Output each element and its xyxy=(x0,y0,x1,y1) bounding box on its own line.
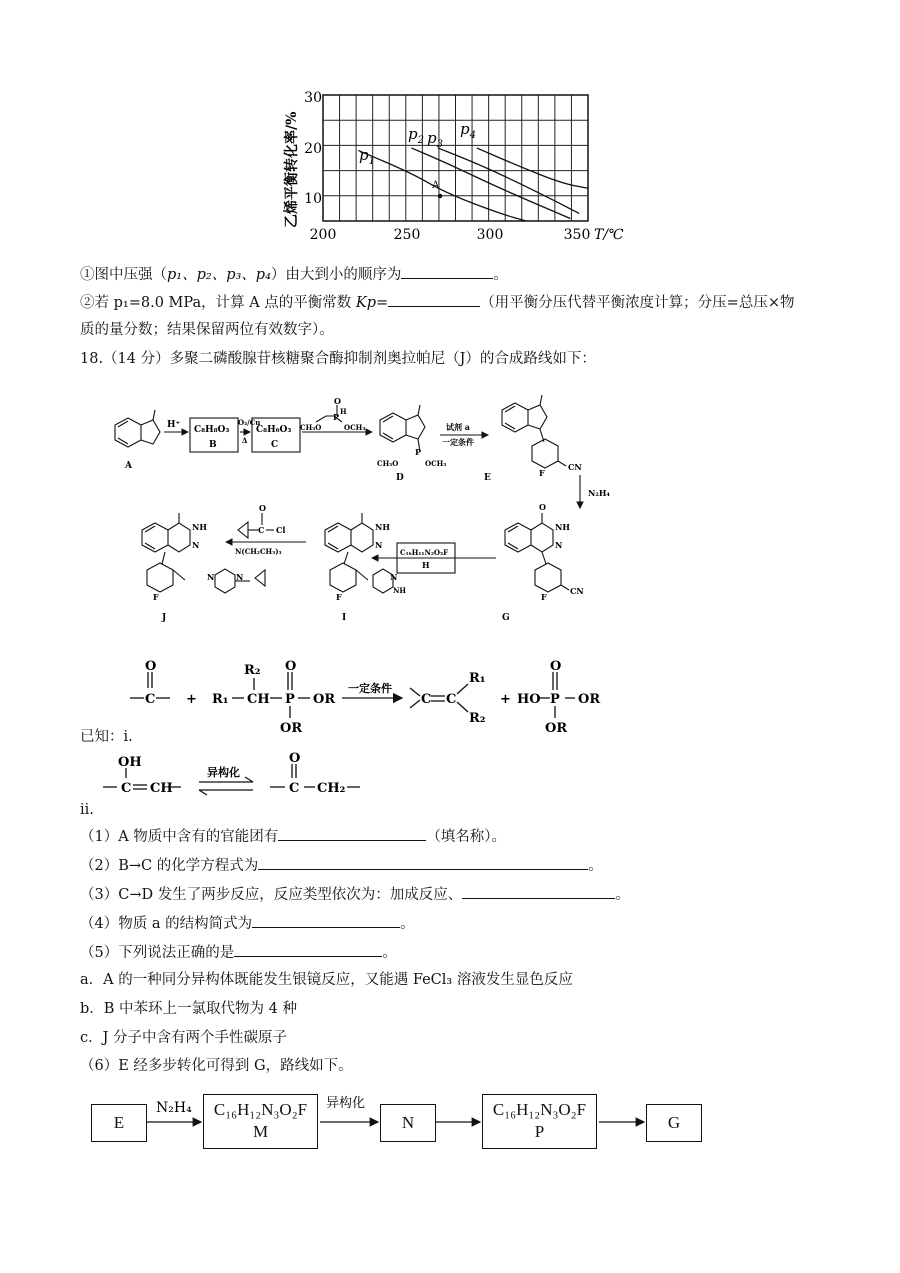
answer-blank[interactable] xyxy=(252,913,400,928)
svg-text:C₈H₆O₃: C₈H₆O₃ xyxy=(256,425,292,435)
curve-p3-label: $p_3$ xyxy=(427,129,443,150)
svg-text:H: H xyxy=(340,407,347,416)
svg-text:H: H xyxy=(422,560,430,570)
svg-text:N: N xyxy=(555,540,563,550)
svg-text:OR: OR xyxy=(545,721,568,736)
q17-line-2: ②若 p₁=8.0 MPa，计算 A 点的平衡常数 Kp= （用平衡分压代替平衡浓度计算；分压=总压×物 xyxy=(80,292,795,313)
svg-text:O: O xyxy=(550,659,562,674)
conversion-chart xyxy=(280,78,624,248)
svg-text:H⁺: H⁺ xyxy=(167,420,181,430)
curve-p1-label: $p_1$ xyxy=(359,146,375,167)
svg-text:R₁: R₁ xyxy=(469,671,486,686)
route-reagent-n2h4: N₂H₄ xyxy=(156,1100,192,1116)
structure-a xyxy=(115,410,160,447)
svg-text:NH: NH xyxy=(393,586,407,595)
svg-text:+: + xyxy=(186,692,197,707)
svg-text:C₈H₈O₃: C₈H₈O₃ xyxy=(194,425,230,435)
svg-text:F: F xyxy=(541,592,547,602)
route-arrows xyxy=(0,1085,900,1145)
route-box-g: G xyxy=(646,1104,702,1142)
svg-text:O: O xyxy=(334,396,341,406)
svg-text:O: O xyxy=(539,502,546,512)
x-tick-labels xyxy=(310,227,591,243)
x-axis-label: T/℃ xyxy=(594,227,624,243)
option-a: a．A 的一种同分异构体既能发生银镜反应，又能遇 FeCl₃ 溶液发生显色反应 xyxy=(80,972,573,988)
route-box-n: N xyxy=(380,1104,436,1142)
structure-e xyxy=(502,395,566,468)
question-5: （5）下列说法正确的是 。 xyxy=(80,942,397,963)
svg-text:200: 200 xyxy=(309,227,337,243)
structure-acyl-chloride xyxy=(238,513,274,538)
svg-text:+: + xyxy=(500,692,511,707)
y-tick-labels xyxy=(304,90,322,207)
question-1: （1）A 物质中含有的官能团有 （填名称）。 xyxy=(80,826,506,847)
svg-text:B: B xyxy=(209,440,217,450)
svg-text:Cl: Cl xyxy=(276,525,286,535)
svg-text:D: D xyxy=(396,473,404,483)
svg-text:CH: CH xyxy=(150,781,173,796)
svg-text:HO: HO xyxy=(517,692,541,707)
svg-text:C: C xyxy=(421,692,432,707)
svg-text:P: P xyxy=(333,412,340,422)
svg-text:300: 300 xyxy=(476,227,504,243)
svg-text:P: P xyxy=(550,692,560,707)
svg-text:NH: NH xyxy=(555,522,570,532)
q17-line-3: 质的量分数；结果保留两位有效数字）。 xyxy=(80,322,334,338)
svg-text:C: C xyxy=(446,692,457,707)
known-reaction-2 xyxy=(95,752,395,802)
q17-line-1: ①图中压强（p₁、p₂、p₃、p₄）由大到小的顺序为 。 xyxy=(80,264,508,285)
known-label: 已知：i. xyxy=(80,729,133,745)
svg-text:250: 250 xyxy=(393,227,421,243)
svg-text:O₂/Cu: O₂/Cu xyxy=(238,418,261,427)
svg-text:N: N xyxy=(375,540,383,550)
svg-text:C: C xyxy=(145,692,156,707)
svg-text:一定条件: 一定条件 xyxy=(348,682,392,695)
svg-text:CH₃O: CH₃O xyxy=(377,459,399,468)
svg-text:N(CH₂CH₃)₃: N(CH₂CH₃)₃ xyxy=(235,547,282,556)
svg-text:C: C xyxy=(258,525,265,535)
route-box-e: E xyxy=(91,1104,147,1142)
svg-text:O: O xyxy=(145,659,157,674)
svg-text:F: F xyxy=(336,592,342,602)
svg-text:R₂: R₂ xyxy=(469,711,486,726)
svg-text:C: C xyxy=(121,781,132,796)
answer-blank[interactable] xyxy=(234,942,382,957)
question-6: （6）E 经多步转化可得到 G，路线如下。 xyxy=(80,1058,353,1074)
svg-text:异构化: 异构化 xyxy=(207,766,240,779)
svg-text:N: N xyxy=(236,572,244,582)
synthesis-scheme xyxy=(90,380,810,640)
svg-text:试剂 a: 试剂 a xyxy=(446,422,470,432)
svg-text:CN: CN xyxy=(570,586,584,596)
svg-text:I: I xyxy=(342,613,347,623)
answer-blank[interactable] xyxy=(388,292,480,307)
option-b: b．B 中苯环上一氯取代物为 4 种 xyxy=(80,1001,297,1017)
structure-d xyxy=(380,405,425,452)
route-box-p: C₁₆H₁₂N₃O₂F P xyxy=(482,1094,597,1149)
answer-blank[interactable] xyxy=(278,826,426,841)
svg-text:P: P xyxy=(415,447,422,457)
svg-text:一定条件: 一定条件 xyxy=(442,437,474,447)
q18-title: 18.（14 分）多聚二磷酸腺苷核糖聚合酶抑制剂奥拉帕尼（J）的合成路线如下： xyxy=(80,351,596,367)
svg-text:OCH₃: OCH₃ xyxy=(344,423,366,432)
question-3: （3）C→D 发生了两步反应，反应类型依次为：加成反应、 。 xyxy=(80,884,630,905)
svg-text:N: N xyxy=(192,540,200,550)
question-4: （4）物质 a 的结构简式为 。 xyxy=(80,913,415,934)
svg-text:A: A xyxy=(125,461,132,471)
svg-text:O: O xyxy=(259,503,266,513)
svg-text:R₂: R₂ xyxy=(244,663,261,678)
chart-curves xyxy=(358,148,588,221)
route-label-iso: 异构化 xyxy=(326,1096,366,1111)
svg-text:C₁₆H₁₁N₂O₃F: C₁₆H₁₁N₂O₃F xyxy=(400,548,449,557)
curve-p2-label: $p_2$ xyxy=(408,125,424,146)
svg-text:J: J xyxy=(162,613,167,623)
svg-text:N: N xyxy=(390,572,398,582)
known2-label: ii. xyxy=(80,802,94,818)
curve-p4-label: $p_4$ xyxy=(460,120,476,141)
point-a-label: A xyxy=(432,180,440,191)
point-a xyxy=(438,194,443,199)
y-axis-label: 乙烯平衡转化率/% xyxy=(284,111,300,228)
svg-text:OR: OR xyxy=(578,692,601,707)
svg-text:CN: CN xyxy=(568,462,582,472)
svg-text:O: O xyxy=(289,751,301,766)
svg-text:CH₂: CH₂ xyxy=(317,781,346,796)
svg-text:20: 20 xyxy=(304,141,322,157)
answer-blank[interactable] xyxy=(401,264,493,279)
question-2: （2）B→C 的化学方程式为 。 xyxy=(80,855,603,876)
svg-text:CH₃O: CH₃O xyxy=(300,423,322,432)
svg-text:CH: CH xyxy=(247,692,270,707)
svg-text:F: F xyxy=(539,468,545,478)
svg-text:P: P xyxy=(285,692,295,707)
svg-text:10: 10 xyxy=(304,191,322,207)
svg-text:OH: OH xyxy=(118,755,142,770)
svg-text:30: 30 xyxy=(304,90,322,106)
answer-blank[interactable] xyxy=(258,855,588,870)
svg-text:OR: OR xyxy=(313,692,336,707)
svg-text:G: G xyxy=(502,613,510,623)
svg-text:NH: NH xyxy=(375,522,390,532)
svg-text:N: N xyxy=(207,572,215,582)
svg-text:Δ: Δ xyxy=(242,436,248,445)
svg-text:OR: OR xyxy=(280,721,303,736)
svg-text:C: C xyxy=(289,781,300,796)
answer-blank[interactable] xyxy=(462,884,615,899)
svg-text:E: E xyxy=(484,473,491,483)
svg-text:C: C xyxy=(271,440,279,450)
svg-text:OCH₃: OCH₃ xyxy=(425,459,447,468)
option-c: c．J 分子中含有两个手性碳原子 xyxy=(80,1030,288,1046)
svg-text:R₁: R₁ xyxy=(212,692,229,707)
route-box-m: C₁₆H₁₂N₃O₂F M xyxy=(203,1094,318,1149)
svg-text:350: 350 xyxy=(563,227,591,243)
known-reaction-1 xyxy=(120,658,620,738)
svg-text:F: F xyxy=(153,592,159,602)
svg-text:O: O xyxy=(285,659,297,674)
svg-text:N₂H₄: N₂H₄ xyxy=(588,488,610,498)
svg-text:NH: NH xyxy=(192,522,207,532)
